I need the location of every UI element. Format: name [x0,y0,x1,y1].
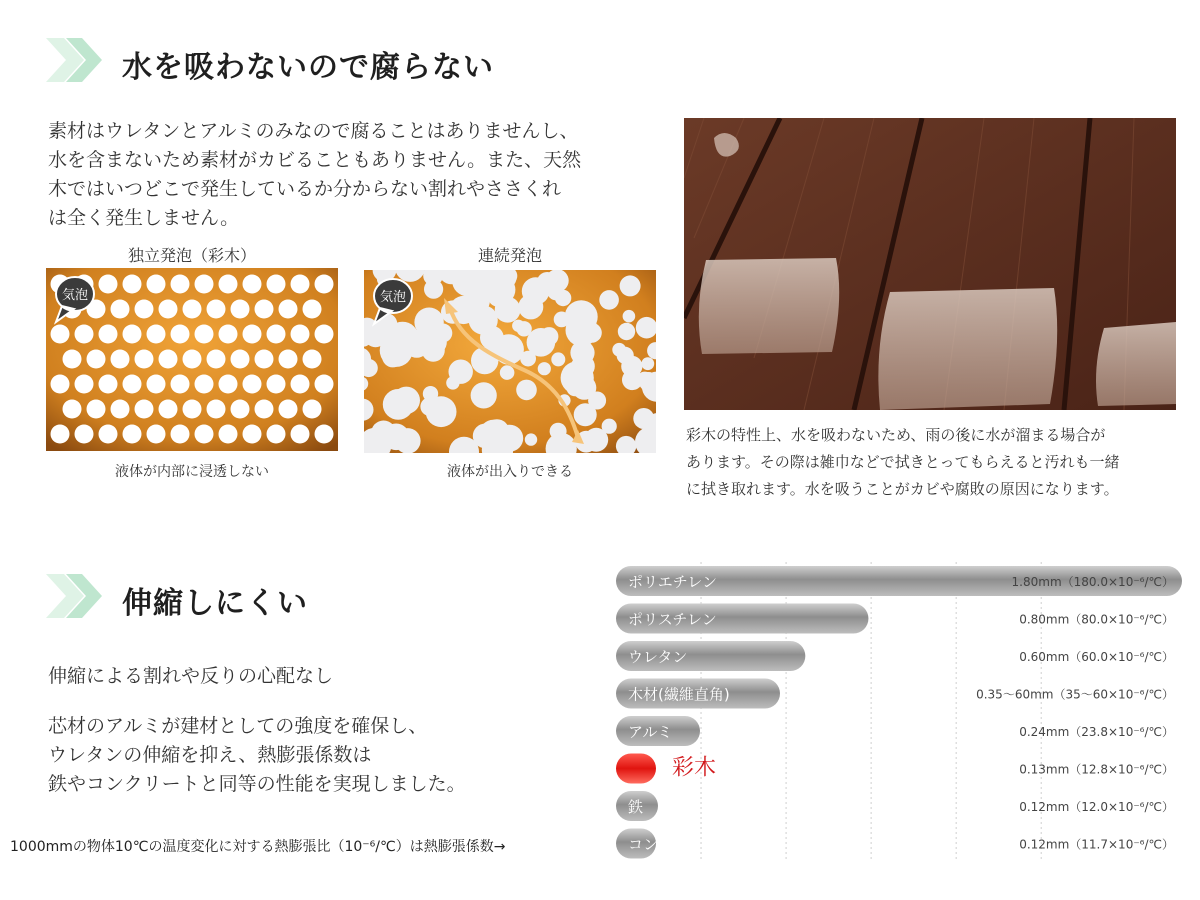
closed-cell-bubble [231,350,250,369]
closed-cell-bubble [111,350,130,369]
open-cell-bubble [525,433,537,445]
closed-cell-bubble [219,325,238,344]
closed-cell-bubble [135,350,154,369]
closed-cell-bubble [267,375,286,394]
closed-cell-bubble [279,300,298,319]
wet-deck-photo [684,118,1176,410]
value-label: 0.24mm（23.8×10⁻⁶/℃） [1019,725,1174,739]
closed-cell-bubble [135,400,154,419]
closed-cell-bubble [171,325,190,344]
value-label: 0.80mm（80.0×10⁻⁶/℃） [1019,612,1174,627]
open-cell-title: 連続発泡 [477,246,542,265]
open-cell-bubble [555,290,571,306]
closed-cell-bubble [279,400,298,419]
section-title-low-expansion: 伸縮しにくい [122,586,308,621]
closed-cell-bubble [75,425,94,444]
closed-cell-bubble [183,300,202,319]
category-label: 彩木 [672,755,717,781]
open-cell-bubble [599,290,619,310]
paragraph-line: 鉄やコンクリートと同等の性能を実現しました。 [48,773,466,795]
closed-cell-bubble [279,350,298,369]
closed-cell-bubble [291,375,310,394]
caption-line: あります。その際は雑巾などで拭きとってもらえると汚れも一緒 [686,453,1120,471]
closed-cell-bubble [135,300,154,319]
closed-cell-bubble [195,375,214,394]
category-label: ウレタン [628,648,688,666]
bar-5 [616,754,656,784]
open-cell-bubble [424,280,443,299]
section2-lead [48,662,568,691]
closed-cell-bubble [123,275,142,294]
closed-cell-bubble [219,375,238,394]
closed-cell-bubble [315,375,334,394]
closed-cell-bubble [255,350,274,369]
closed-cell-bubble [87,350,106,369]
closed-cell-bubble [231,400,250,419]
open-cell-bubble [383,389,414,420]
closed-cell-bubble [267,325,286,344]
closed-cell-bubble [291,425,310,444]
closed-cell-bubble [315,425,334,444]
lead-line: 伸縮による割れや反りの心配なし [48,665,334,687]
closed-cell-bubble [303,350,322,369]
caption-line: 彩木の特性上、水を吸わないため、雨の後に水が溜まる場合が [686,426,1106,444]
section1-paragraph [48,117,648,233]
section-chevron-icon [46,574,102,618]
open-cell-caption: 液体が出入りできる [447,464,573,480]
open-cell-bubble [641,357,654,370]
closed-cell-bubble [147,425,166,444]
open-cell-bubble [480,326,504,350]
value-label: 0.60mm（60.0×10⁻⁶/℃） [1019,650,1174,664]
open-cell-bubble [395,428,421,453]
section-chevron-icon [46,38,102,82]
paragraph-line: 素材はウレタンとアルミのみなので腐ることはありませんし、 [48,120,579,142]
closed-cell-bubble [99,325,118,344]
category-label: アルミ [628,723,673,741]
closed-cell-bubble [159,400,178,419]
closed-cell-bubble [303,400,322,419]
closed-cell-bubble [75,375,94,394]
closed-cell-bubble [207,400,226,419]
open-cell-bubble [618,323,635,340]
bubble-label: 気泡 [379,290,407,305]
closed-cell-bubble [183,400,202,419]
thermal-expansion-chart [616,562,1184,862]
value-label: 0.35〜60mm（35〜60×10⁻⁶/℃） [976,687,1174,702]
open-cell-bubble [551,352,565,366]
open-cell-bubble [538,362,551,375]
section2-paragraph [48,712,588,799]
value-label: 1.80mm（180.0×10⁻⁶/℃） [1011,575,1174,589]
closed-cell-caption: 液体が内部に浸透しない [115,464,269,480]
closed-cell-bubble [231,300,250,319]
closed-cell-bubble [159,300,178,319]
open-cell-bubble [420,397,439,416]
paragraph-line: ウレタンの伸縮を抑え、熱膨張係数は [48,744,372,766]
caption-line: に拭き取れます。水を吸うことがカビや腐敗の原因になります。 [686,480,1119,498]
category-label: 木材(繊維直角) [628,685,730,704]
closed-cell-bubble [291,325,310,344]
closed-cell-bubble [219,425,238,444]
closed-cell-bubble [315,275,334,294]
closed-cell-bubble [195,425,214,444]
category-label: ポリスチレン [628,610,717,629]
value-label: 0.12mm（11.7×10⁻⁶/℃） [1019,837,1174,852]
open-cell-bubble [500,365,515,380]
closed-cell-bubble [51,425,70,444]
closed-cell-bubble [111,400,130,419]
closed-cell-bubble [123,375,142,394]
closed-cell-bubble [99,425,118,444]
closed-cell-bubble [243,425,262,444]
closed-cell-bubble [315,325,334,344]
closed-cell-bubble [267,275,286,294]
closed-cell-bubble [75,325,94,344]
closed-cell-bubble [123,425,142,444]
paragraph-line: は全く発生しません。 [48,207,240,229]
closed-cell-bubble [99,275,118,294]
closed-cell-bubble [111,300,130,319]
paragraph-line: 水を含まないため素材がカビることもありません。また、天然 [48,149,582,171]
closed-cell-bubble [207,300,226,319]
open-cell-bubble [571,354,595,378]
closed-cell-bubble [159,350,178,369]
closed-cell-bubble [171,425,190,444]
closed-cell-bubble [195,325,214,344]
open-cell-bubble [471,382,497,408]
photo-caption [686,422,1186,503]
open-cell-bubble [421,334,434,347]
closed-cell-bubble [195,275,214,294]
section-title-no-rot: 水を吸わないので腐らない [122,50,494,85]
category-label: ポリエチレン [628,573,718,591]
paragraph-line: 芯材のアルミが建材としての強度を確保し、 [48,715,428,737]
open-cell-bubble [620,275,641,296]
closed-cell-bubble [63,350,82,369]
closed-cell-bubble [147,325,166,344]
open-cell-bubble [512,320,524,332]
open-cell-foam-diagram [364,270,656,453]
open-cell-bubble [516,380,537,401]
open-cell-bubble [446,376,459,389]
closed-cell-bubble [147,375,166,394]
open-cell-bubble [433,324,452,343]
closed-cell-bubble [147,275,166,294]
closed-cell-bubble [171,375,190,394]
bubble-label: 気泡 [61,288,89,303]
closed-cell-title: 独立発泡（彩木） [127,246,256,265]
closed-cell-bubble [243,375,262,394]
closed-cell-bubble [87,400,106,419]
open-cell-bubble [612,343,626,357]
open-cell-bubble [637,372,652,387]
open-cell-bubble [540,327,559,346]
closed-cell-bubble [99,375,118,394]
closed-cell-bubble [51,325,70,344]
closed-cell-bubble [255,400,274,419]
open-cell-bubble [623,310,636,323]
open-cell-bubble [488,284,511,307]
closed-cell-bubble [207,350,226,369]
closed-cell-bubble [171,275,190,294]
value-label: 0.13mm（12.8×10⁻⁶/℃） [1019,762,1174,777]
closed-cell-bubble [267,425,286,444]
paragraph-line: 木ではいつどこで発生しているか分からない割れやささくれ [48,178,562,200]
value-label: 0.12mm（12.0×10⁻⁶/℃） [1019,800,1174,814]
category-label: コンクリート [628,835,718,854]
closed-cell-bubble [63,400,82,419]
chart-footnote: 1000mmの物体10℃の温度変化に対する熱膨張比（10⁻⁶/℃）は熱膨張係数→ [10,839,506,855]
open-cell-bubble [518,294,543,319]
closed-cell-bubble [219,275,238,294]
closed-cell-bubble [243,325,262,344]
closed-cell-bubble [255,300,274,319]
closed-cell-foam-diagram [46,268,338,451]
closed-cell-bubble [51,375,70,394]
closed-cell-bubble [183,350,202,369]
closed-cell-bubble [291,275,310,294]
closed-cell-bubble [303,300,322,319]
closed-cell-bubble [243,275,262,294]
open-cell-bubble [588,392,606,410]
closed-cell-bubble [123,325,142,344]
category-label: 鉄 [628,798,644,816]
